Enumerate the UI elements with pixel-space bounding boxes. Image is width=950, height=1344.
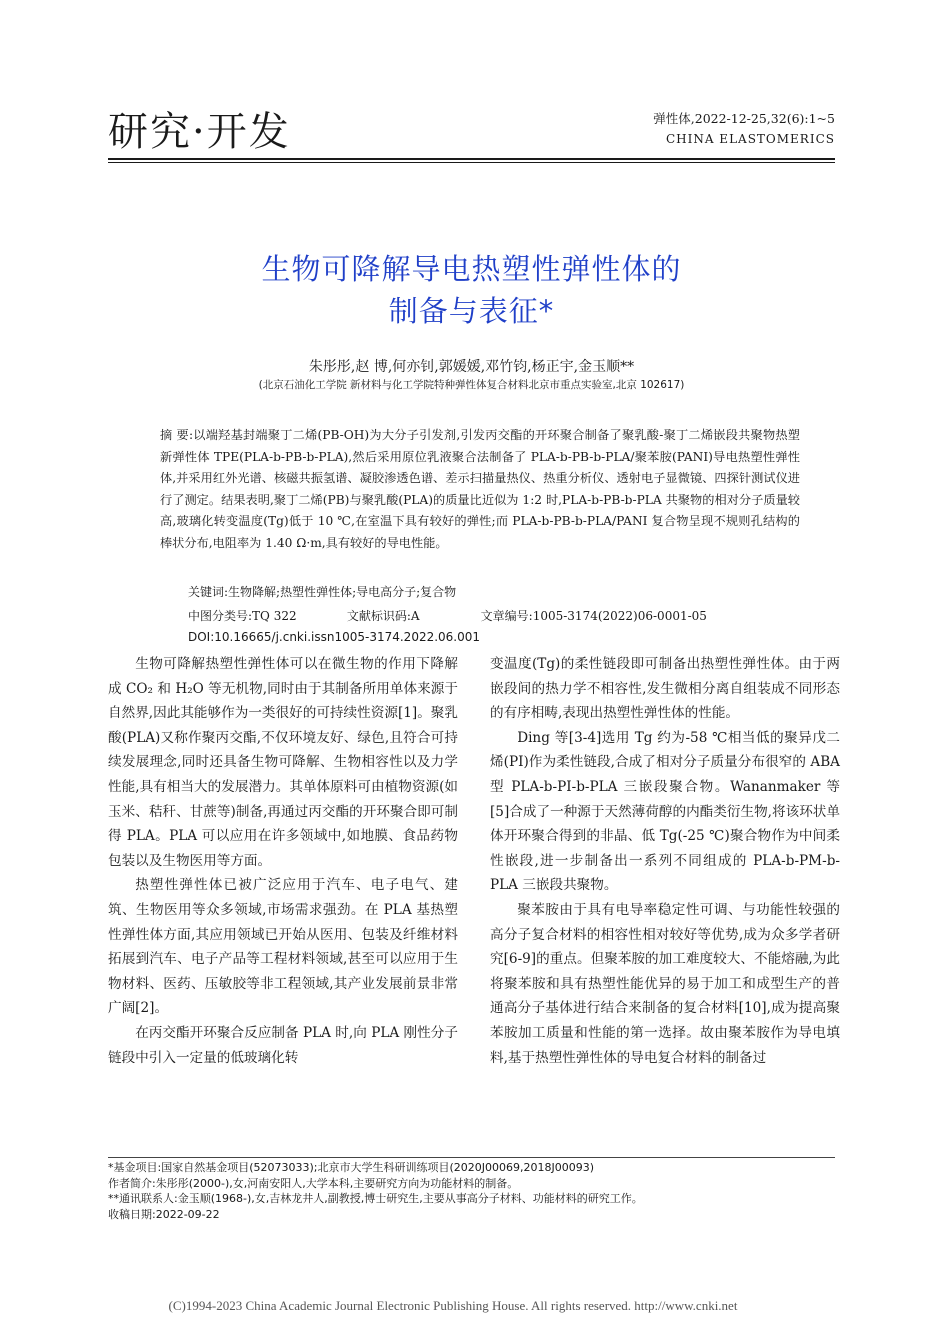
paragraph: 在丙交酯开环聚合反应制备 PLA 时,向 PLA 刚性分子链段中引入一定量的低玻璃化转 — [108, 1024, 458, 1066]
footnote-fund: *基金项目:国家自然基金项目(52073033);北京市大学生科研训练项目(2020J00069,2018J00093) — [108, 1161, 595, 1174]
section-heading: 研究·开发 — [108, 109, 291, 155]
journal-name-en: CHINA ELASTOMERICS — [665, 132, 835, 146]
footnote-received: 收稿日期:2022-09-22 — [108, 1207, 220, 1221]
author-list: 朱彤彤,赵 博,何亦钊,郭媛媛,邓竹钧,杨正宇,金玉顺** — [308, 359, 635, 375]
header-rule-thin — [108, 162, 835, 163]
footnote-corresponding: **通讯联系人:金玉顺(1968-),女,吉林龙井人,副教授,博士研究生,主要从事高分子材料、功能材料的研究工作。 — [108, 1192, 643, 1205]
paragraph: 热塑性弹性体已被广泛应用于汽车、电子电气、建筑、生物医用等众多领域,市场需求强劲。在 PLA 基热塑性弹性体方面,其应用领域已开始从医用、包装及纤维材料拓展到汽车、电子产品等工程材料领域,甚至可以应用于生物材料、医药、压敏胶等非工程领域,其产业发展前景非常广阔[2]。 — [108, 877, 458, 1017]
abstract: 摘 要:以端羟基封端聚丁二烯(PB-OH)为大分子引发剂,引发丙交酯的开环聚合制备了聚乳酸-聚丁二烯嵌段共聚物热塑新弹性体 TPE(PLA-b-PB-b-PLA),然后采用原位乳液聚合法制备了 PLA-b-PB-b-PLA/聚苯胺(PANI)导电热塑性弹性体,并采用红外光谱、核磁共振氢谱、凝胶渗透色谱、差示扫描量热仪、热重分析仪、透射电子显微镜、四探针测试仪进行了测定。结果表明,聚丁二烯(PB)与聚乳酸(PLA)的质量比近似为 1:2 时,PLA-b-PB-b-PLA 共聚物的相对分子质量较高,玻璃化转变温度(Tg)低于 10 ℃,在室温下具有较好的弹性;而 PLA-b-PB-b-PLA/PANI 复合物呈现不规则孔结构的棒状分布,电阻率为 1.40 Ω·m,具有较好的导电性能。 — [160, 428, 800, 550]
journal-citation: 弹性体,2022-12-25,32(6):1~5 — [653, 111, 835, 126]
title-line-2: 制备与表征* — [388, 294, 555, 328]
doi: DOI:10.16665/j.cnki.issn1005-3174.2022.06.001 — [188, 630, 481, 644]
footnotes — [108, 1160, 835, 1222]
clc-number: 中图分类号:TQ 322 — [188, 609, 297, 623]
affiliation: (北京石油化工学院 新材料与化工学院特种弹性体复合材料北京市重点实验室,北京 102617) — [258, 379, 685, 391]
footnote-author: 作者简介:朱彤彤(2000-),女,河南安阳人,大学本科,主要研究方向为功能材料的制备。 — [108, 1176, 519, 1190]
journal-info — [653, 108, 835, 150]
paragraph: 变温度(Tg)的柔性链段即可制备出热塑性弹性体。由于两嵌段间的热力学不相容性,发生微相分离自组装成不同形态的有序相畴,表现出热塑性弹性体的性能。 — [490, 656, 840, 722]
keywords: 关键词:生物降解;热塑性弹性体;导电高分子;复合物 — [188, 585, 457, 599]
copyright-notice: (C)1994-2023 China Academic Journal Electronic Publishing House. All rights reserved. http://www.cnki.net — [168, 1298, 738, 1313]
article-number: 文章编号:1005-3174(2022)06-0001-05 — [480, 609, 707, 623]
title-line-1: 生物可降解导电热塑性弹性体的 — [261, 252, 682, 286]
classification-line — [188, 607, 748, 624]
header-rule-thick — [108, 158, 835, 160]
paragraph: Ding 等[3-4]选用 Tg 约为-58 ℃相当低的聚异戊二烯(PI)作为柔性链段,合成了相对分子质量分布很窄的 ABA 型 PLA-b-PI-b-PLA 三嵌段聚合物。Wananmaker 等[5]合成了一种源于天然薄荷醇的内酯类衍生物,将该环状单体开环聚合得到的非晶、低 Tg(-25 ℃)聚合物作为中间柔性嵌段,进一步制备出一系列不同组成的 PLA-b-PM-b-PLA 三嵌段共聚物。 — [490, 729, 840, 894]
body-column-right — [490, 652, 840, 1070]
paragraph: 聚苯胺由于具有电导率稳定性可调、与功能性较强的高分子复合材料的相容性相对较好等优势,成为众多学者研究[6-9]的重点。但聚苯胺的加工难度较大、不能熔融,为此将聚苯胺和具有热塑性能优异的易于加工和成型生产的普通高分子基体进行结合来制备的复合材料[10],成为提高聚苯胺加工质量和性能的第一选择。故由聚苯胺作为导电填料,基于热塑性弹性体的导电复合材料的制备过 — [490, 901, 840, 1066]
footnote-rule — [108, 1157, 835, 1158]
paragraph: 生物可降解热塑性弹性体可以在微生物的作用下降解成 CO₂ 和 H₂O 等无机物,同时由于其制备所用单体来源于自然界,因此其能够作为一类很好的可持续性资源[1]。聚乳酸(PLA)又称作聚丙交酯,不仅环境友好、绿色,且符合可持续发展理念,同时还具备生物可降解、生物相容性以及力学性能,具有相当大的发展潜力。其单体原料可由植物资源(如玉米、秸秆、甘蔗等)制备,再通过丙交酯的开环聚合即可制得 PLA。PLA 可以应用在许多领域中,如地膜、食品药物包装以及生物医用等方面。 — [108, 656, 458, 869]
article-title — [108, 248, 835, 332]
body-column-left — [108, 652, 458, 1070]
document-code: 文献标识码:A — [346, 609, 420, 623]
